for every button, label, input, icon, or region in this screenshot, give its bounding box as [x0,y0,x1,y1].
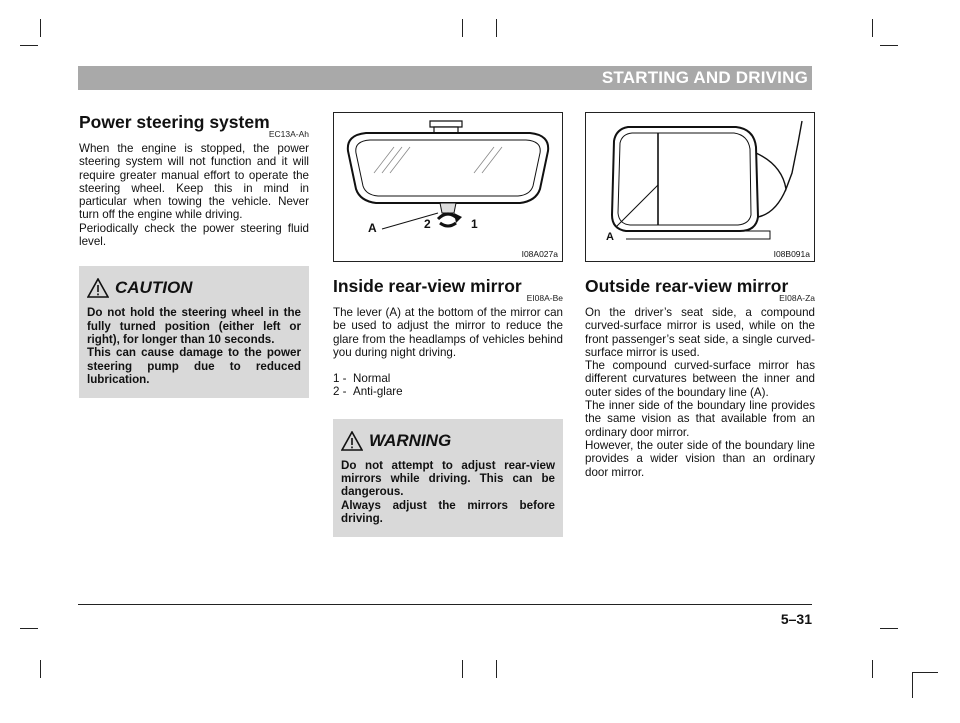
outside-mirror-text [585,306,815,479]
crop-mark [20,45,38,46]
heading-title: Inside rear-view mirror [333,276,522,296]
crop-mark [20,628,38,629]
crop-mark [880,45,898,46]
list-item [333,385,563,398]
paragraph: Always adjust the mirrors before driving. [341,498,555,525]
outside-mirror-figure [585,112,815,262]
section-code: EI08A-Be [526,293,563,303]
crop-mark [872,660,873,678]
crop-mark [872,19,873,37]
warning-triangle-icon [87,278,109,298]
crop-mark [40,660,41,678]
column-outside-mirror [585,112,815,479]
caution-box [79,266,309,398]
outside-mirror-illustration [586,113,814,261]
crop-mark [912,672,913,698]
power-steering-text [79,142,309,248]
column-power-steering [79,112,309,398]
mirror-position-list [333,372,563,399]
caution-text [87,306,301,386]
section-code: EC13A-Ah [268,129,309,139]
crop-mark [880,628,898,629]
paragraph: This can cause damage to the power steering pump due to reduced lubrication. [87,346,301,386]
inside-mirror-text [333,306,563,359]
section-title: STARTING AND DRIVING [601,68,808,87]
caution-title: CAUTION [115,278,193,298]
paragraph: However, the outer side of the boundary line provides a wider vision than an ordinary door mirror. [585,438,815,479]
warning-triangle-icon [341,431,363,451]
warning-header [341,429,555,453]
heading-outside-mirror [585,276,815,302]
paragraph: The compound curved-surface mirror has different curvatures between the inner and outer sides of the boundary line (A). [585,359,815,399]
heading-inside-mirror [333,276,563,302]
paragraph: Periodically check the power steering fluid level. [79,221,309,249]
paragraph: On the driver’s seat side, a compound curved-surface mirror is used, while on the front passenger’s seat side, a single curved-surface mirror is used. [585,306,815,359]
inside-mirror-figure [333,112,563,262]
label-1: 1 [471,217,478,231]
crop-mark [912,672,938,673]
footer-rule [78,604,812,605]
list-number: 2 - [333,385,347,399]
paragraph: The inner side of the boundary line provides the same vision as that available from an ordinary door mirror. [585,399,815,439]
warning-title: WARNING [369,430,452,450]
warning-text [341,459,555,525]
paragraph: Do not attempt to adjust rear-view mirrors while driving. This can be dangerous. [341,458,555,499]
page-number: 5–31 [780,611,812,627]
section-code: EI08A-Za [779,293,815,303]
heading-title: Power steering system [79,112,270,132]
crop-mark [496,19,497,37]
heading-power-steering [79,112,309,138]
label-a: A [606,231,614,243]
label-2: 2 [424,217,431,231]
crop-mark [462,19,463,37]
list-label: Anti-glare [353,385,403,399]
crop-mark [496,660,497,678]
crop-mark [40,19,41,37]
column-inside-mirror [333,112,563,537]
caution-header [87,276,301,300]
figure-code: I08B091a [773,249,810,259]
warning-box [333,419,563,537]
paragraph: When the engine is stopped, the power steering system will not function and it will require greater manual effort to operate the steering wheel. Keep this in mind in particular when towing the vehicle. Never turn off the engine while driving. [79,142,309,222]
paragraph: The lever (A) at the bottom of the mirror can be used to adjust the mirror to reduce the glare from the headlamps of vehicles behind you during night driving. [333,306,563,359]
heading-title: Outside rear-view mirror [585,276,789,296]
figure-code: I08A027a [521,249,558,259]
list-label: Normal [353,372,391,386]
section-header-bar [78,66,812,90]
list-number: 1 - [333,372,347,386]
inside-mirror-illustration [334,113,562,261]
label-a: A [368,221,377,235]
list-item [333,372,563,385]
paragraph: Do not hold the steering wheel in the fully turned position (either left or right), for longer than 10 seconds. [87,306,301,346]
crop-mark [462,660,463,678]
